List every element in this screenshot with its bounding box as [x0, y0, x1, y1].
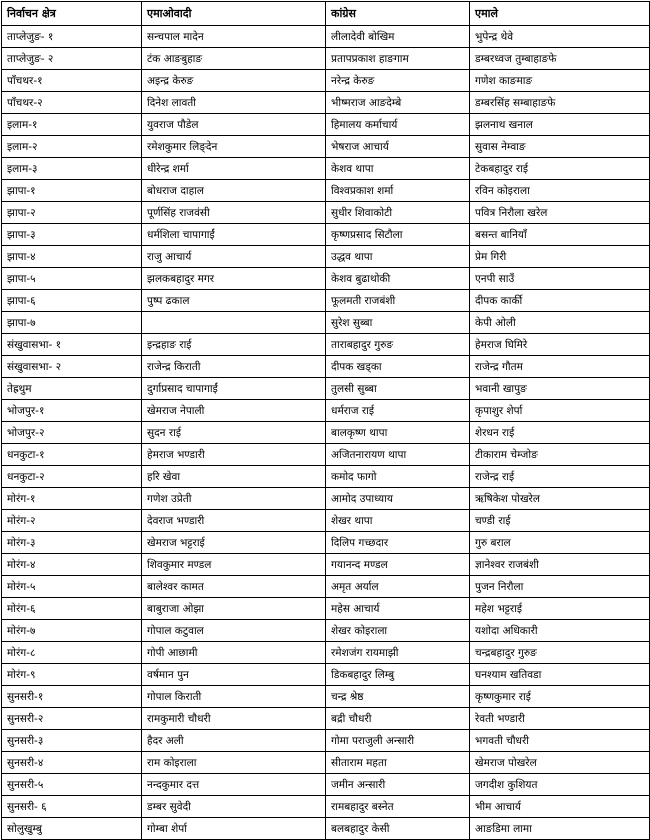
header-constituency: निर्वाचन क्षेत्र [2, 2, 142, 26]
table-row [2, 576, 650, 598]
table-row [2, 686, 650, 708]
maoist-candidate-cell: राजेन्द्र किराती [142, 356, 326, 378]
uml-candidate-cell: गणेश काङमाङ [470, 70, 650, 92]
table-row [2, 158, 650, 180]
congress-candidate-cell: बद्री चौधरी [326, 708, 470, 730]
congress-candidate-cell: विश्वप्रकाश शर्मा [326, 180, 470, 202]
maoist-candidate-cell: डम्बर सुवेदी [142, 796, 326, 818]
congress-candidate-cell: डिकबहादुर लिम्बु [326, 664, 470, 686]
table-row [2, 334, 650, 356]
maoist-candidate-cell: गोपाल कटुवाल [142, 620, 326, 642]
congress-candidate-cell: ताराबहादुर गुरुङ [326, 334, 470, 356]
congress-candidate-cell: फूलमती राजबंशी [326, 290, 470, 312]
maoist-candidate-cell: सुदन राई [142, 422, 326, 444]
constituency-cell: सुनसरी-१ [2, 686, 142, 708]
congress-candidate-cell: आमोद उपाध्याय [326, 488, 470, 510]
congress-candidate-cell: हिमालय कर्माचार्य [326, 114, 470, 136]
constituency-cell: झापा-४ [2, 246, 142, 268]
table-row [2, 312, 650, 334]
constituency-cell: मोरंग-५ [2, 576, 142, 598]
congress-candidate-cell: जमीन अन्सारी [326, 774, 470, 796]
congress-candidate-cell: तुलसी सुब्बा [326, 378, 470, 400]
uml-candidate-cell: ऋषिकेश पोखरेल [470, 488, 650, 510]
constituency-cell: धनकुटा-२ [2, 466, 142, 488]
congress-candidate-cell: कमोद फागो [326, 466, 470, 488]
constituency-cell: पाँचथर-१ [2, 70, 142, 92]
uml-candidate-cell: पुजन निरौला [470, 576, 650, 598]
table-row [2, 356, 650, 378]
constituency-cell: झापा-६ [2, 290, 142, 312]
uml-candidate-cell: झलनाथ खनाल [470, 114, 650, 136]
constituency-cell: सुनसरी-२ [2, 708, 142, 730]
maoist-candidate-cell: दिनेश लावती [142, 92, 326, 114]
constituency-cell: मोरंग-२ [2, 510, 142, 532]
maoist-candidate-cell: युवराज पौडेल [142, 114, 326, 136]
maoist-candidate-cell: बोधराज दाहाल [142, 180, 326, 202]
table-row [2, 48, 650, 70]
table-row [2, 70, 650, 92]
constituency-cell: संखुवासभा- २ [2, 356, 142, 378]
constituency-cell: सुनसरी-३ [2, 730, 142, 752]
constituency-cell: सुनसरी-५ [2, 774, 142, 796]
uml-candidate-cell: रविन कोइराला [470, 180, 650, 202]
maoist-candidate-cell: बाबुराजा ओझा [142, 598, 326, 620]
constituency-cell: मोरंग-३ [2, 532, 142, 554]
maoist-candidate-cell: हेमराज भण्डारी [142, 444, 326, 466]
constituency-cell: झापा-१ [2, 180, 142, 202]
maoist-candidate-cell: धर्मशिला चापागाईं [142, 224, 326, 246]
congress-candidate-cell: शेखर थापा [326, 510, 470, 532]
constituency-cell: मोरंग-९ [2, 664, 142, 686]
table-row [2, 378, 650, 400]
constituency-cell: मोरंग-४ [2, 554, 142, 576]
table-row [2, 114, 650, 136]
constituency-cell: भोजपुर-२ [2, 422, 142, 444]
constituency-cell: झापा-२ [2, 202, 142, 224]
table-row [2, 400, 650, 422]
maoist-candidate-cell: इन्द्रहाङ राई [142, 334, 326, 356]
congress-candidate-cell: दीपक खड्का [326, 356, 470, 378]
congress-candidate-cell: धर्मराज राई [326, 400, 470, 422]
uml-candidate-cell: एनपी साउँ [470, 268, 650, 290]
maoist-candidate-cell: रमेशकुमार लिङ्देन [142, 136, 326, 158]
table-row [2, 466, 650, 488]
maoist-candidate-cell: वर्षमान पुन [142, 664, 326, 686]
maoist-candidate-cell: खेमराज नेपाली [142, 400, 326, 422]
maoist-candidate-cell: राम कोइराला [142, 752, 326, 774]
header-maoist: एमाओवादी [142, 2, 326, 26]
uml-candidate-cell: राजेन्द्र गौतम [470, 356, 650, 378]
uml-candidate-cell: टेकबहादुर राई [470, 158, 650, 180]
uml-candidate-cell: भुपेन्द्र थेवे [470, 26, 650, 48]
table-row [2, 202, 650, 224]
maoist-candidate-cell: टंक आङबुहाङ [142, 48, 326, 70]
uml-candidate-cell: डम्बरसिंह सम्बाहाङफे [470, 92, 650, 114]
maoist-candidate-cell: शिवकुमार मण्डल [142, 554, 326, 576]
uml-candidate-cell: ज्ञानेश्वर राजबंशी [470, 554, 650, 576]
table-row [2, 510, 650, 532]
table-row [2, 642, 650, 664]
uml-candidate-cell: जगदीश कुशियत [470, 774, 650, 796]
table-row [2, 708, 650, 730]
constituency-cell: झापा-३ [2, 224, 142, 246]
maoist-candidate-cell: धीरेन्द्र शर्मा [142, 158, 326, 180]
congress-candidate-cell: सीताराम महता [326, 752, 470, 774]
uml-candidate-cell: यशोदा अधिकारी [470, 620, 650, 642]
congress-candidate-cell: बलबहादुर केसी [326, 818, 470, 840]
constituency-cell: मोरंग-६ [2, 598, 142, 620]
constituency-cell: इलाम-३ [2, 158, 142, 180]
header-uml: एमाले [470, 2, 650, 26]
congress-candidate-cell: चन्द्र श्रेष्ठ [326, 686, 470, 708]
uml-candidate-cell: प्रेम गिरी [470, 246, 650, 268]
table-row [2, 224, 650, 246]
uml-candidate-cell: राजेन्द्र राई [470, 466, 650, 488]
congress-candidate-cell: गोमा पराजुली अन्सारी [326, 730, 470, 752]
uml-candidate-cell: बसन्त बानियाँ [470, 224, 650, 246]
constituency-cell: धनकुटा-१ [2, 444, 142, 466]
maoist-candidate-cell: बालेश्वर कामत [142, 576, 326, 598]
table-row [2, 554, 650, 576]
table-body [2, 26, 650, 840]
uml-candidate-cell: रेवती भण्डारी [470, 708, 650, 730]
maoist-candidate-cell: नन्दकुमार दत्त [142, 774, 326, 796]
congress-candidate-cell: दिलिप गच्छदार [326, 532, 470, 554]
constituency-cell: सोलुखुम्बु [2, 818, 142, 840]
maoist-candidate-cell: गोपाल किराती [142, 686, 326, 708]
table-row [2, 136, 650, 158]
maoist-candidate-cell: पुष्प ढकाल [142, 290, 326, 312]
constituency-cell: भोजपुर-१ [2, 400, 142, 422]
constituency-cell: मोरंग-८ [2, 642, 142, 664]
table-row [2, 796, 650, 818]
constituency-cell: सुनसरी-४ [2, 752, 142, 774]
congress-candidate-cell: भेषराज आचार्य [326, 136, 470, 158]
uml-candidate-cell: पवित्र निरौला खरेल [470, 202, 650, 224]
maoist-candidate-cell: राजु आचार्य [142, 246, 326, 268]
table-row [2, 488, 650, 510]
congress-candidate-cell: अजितनारायण थापा [326, 444, 470, 466]
congress-candidate-cell: नरेन्द्र केरुङ [326, 70, 470, 92]
uml-candidate-cell: भवानी खापुङ [470, 378, 650, 400]
maoist-candidate-cell: गोम्बा शेर्पा [142, 818, 326, 840]
congress-candidate-cell: कृष्णप्रसाद सिटौला [326, 224, 470, 246]
table-row [2, 290, 650, 312]
maoist-candidate-cell: रामकुमारी चौधरी [142, 708, 326, 730]
uml-candidate-cell: टीकाराम चेम्जोङ [470, 444, 650, 466]
header-congress: कांग्रेस [326, 2, 470, 26]
uml-candidate-cell: सुवास नेम्वाङ [470, 136, 650, 158]
congress-candidate-cell: केशव थापा [326, 158, 470, 180]
candidate-table [1, 1, 650, 840]
maoist-candidate-cell: पूर्णसिंह राजवंसी [142, 202, 326, 224]
congress-candidate-cell: रामबहादुर बस्नेत [326, 796, 470, 818]
congress-candidate-cell: महेस आचार्य [326, 598, 470, 620]
table-row [2, 444, 650, 466]
uml-candidate-cell: महेश भट्टराई [470, 598, 650, 620]
uml-candidate-cell: गुरु बराल [470, 532, 650, 554]
table-row [2, 752, 650, 774]
maoist-candidate-cell: गोपी आछामी [142, 642, 326, 664]
uml-candidate-cell: हेमराज घिमिरे [470, 334, 650, 356]
maoist-candidate-cell [142, 312, 326, 334]
uml-candidate-cell: आङडिमा लामा [470, 818, 650, 840]
maoist-candidate-cell: हैदर अली [142, 730, 326, 752]
maoist-candidate-cell: अइन्द्र केरुङ [142, 70, 326, 92]
uml-candidate-cell: भगवती चौधरी [470, 730, 650, 752]
constituency-cell: ताप्लेजुङ- २ [2, 48, 142, 70]
table-row [2, 620, 650, 642]
table-row [2, 422, 650, 444]
constituency-cell: इलाम-१ [2, 114, 142, 136]
constituency-cell: झापा-७ [2, 312, 142, 334]
constituency-cell: इलाम-२ [2, 136, 142, 158]
table-row [2, 180, 650, 202]
maoist-candidate-cell: झलकबहादुर मगर [142, 268, 326, 290]
maoist-candidate-cell: दुर्गाप्रसाद चापागाईं [142, 378, 326, 400]
constituency-cell: पाँचथर-२ [2, 92, 142, 114]
uml-candidate-cell: चन्द्रबहादुर गुरुङ [470, 642, 650, 664]
table-row [2, 92, 650, 114]
constituency-cell: तेह्रथुम [2, 378, 142, 400]
constituency-cell: संखुवासभा- १ [2, 334, 142, 356]
table-row [2, 26, 650, 48]
uml-candidate-cell: भीम आचार्य [470, 796, 650, 818]
table-row [2, 664, 650, 686]
uml-candidate-cell: कृष्णकुमार राई [470, 686, 650, 708]
congress-candidate-cell: गयानन्द मण्डल [326, 554, 470, 576]
congress-candidate-cell: सुरेश सुब्बा [326, 312, 470, 334]
congress-candidate-cell: रमेशजंग रायमाझी [326, 642, 470, 664]
table-row [2, 246, 650, 268]
constituency-cell: झापा-५ [2, 268, 142, 290]
constituency-cell: सुनसरी- ६ [2, 796, 142, 818]
constituency-cell: मोरंग-७ [2, 620, 142, 642]
maoist-candidate-cell: हरि खेवा [142, 466, 326, 488]
congress-candidate-cell: सुधीर शिवाकोटी [326, 202, 470, 224]
maoist-candidate-cell: गणेश उप्रेती [142, 488, 326, 510]
congress-candidate-cell: बालकृष्ण थापा [326, 422, 470, 444]
congress-candidate-cell: केशव बुढाथोकी [326, 268, 470, 290]
congress-candidate-cell: भीष्मराज आङदेम्बे [326, 92, 470, 114]
table-row [2, 598, 650, 620]
uml-candidate-cell: खेमराज पोखरेल [470, 752, 650, 774]
uml-candidate-cell: चण्डी राई [470, 510, 650, 532]
table-header-row [2, 2, 650, 26]
uml-candidate-cell: कृपाशुर शेर्पा [470, 400, 650, 422]
maoist-candidate-cell: सन्चपाल मादेन [142, 26, 326, 48]
table-row [2, 818, 650, 840]
table-row [2, 774, 650, 796]
congress-candidate-cell: शेखर कोइराला [326, 620, 470, 642]
constituency-cell: ताप्लेजुङ- १ [2, 26, 142, 48]
uml-candidate-cell: घनश्याम खतिवडा [470, 664, 650, 686]
congress-candidate-cell: अमृत अर्याल [326, 576, 470, 598]
constituency-cell: मोरंग-१ [2, 488, 142, 510]
table-row [2, 730, 650, 752]
maoist-candidate-cell: खेमराज भट्टराई [142, 532, 326, 554]
uml-candidate-cell: दीपक कार्की [470, 290, 650, 312]
uml-candidate-cell: केपी ओली [470, 312, 650, 334]
table-row [2, 532, 650, 554]
maoist-candidate-cell: देवराज भण्डारी [142, 510, 326, 532]
table-row [2, 268, 650, 290]
uml-candidate-cell: डम्बरध्वज तुम्बाहाङफे [470, 48, 650, 70]
congress-candidate-cell: लीलादेवी बोखिम [326, 26, 470, 48]
uml-candidate-cell: शेरधन राई [470, 422, 650, 444]
congress-candidate-cell: प्रतापप्रकाश हाङगाम [326, 48, 470, 70]
congress-candidate-cell: उद्धव थापा [326, 246, 470, 268]
